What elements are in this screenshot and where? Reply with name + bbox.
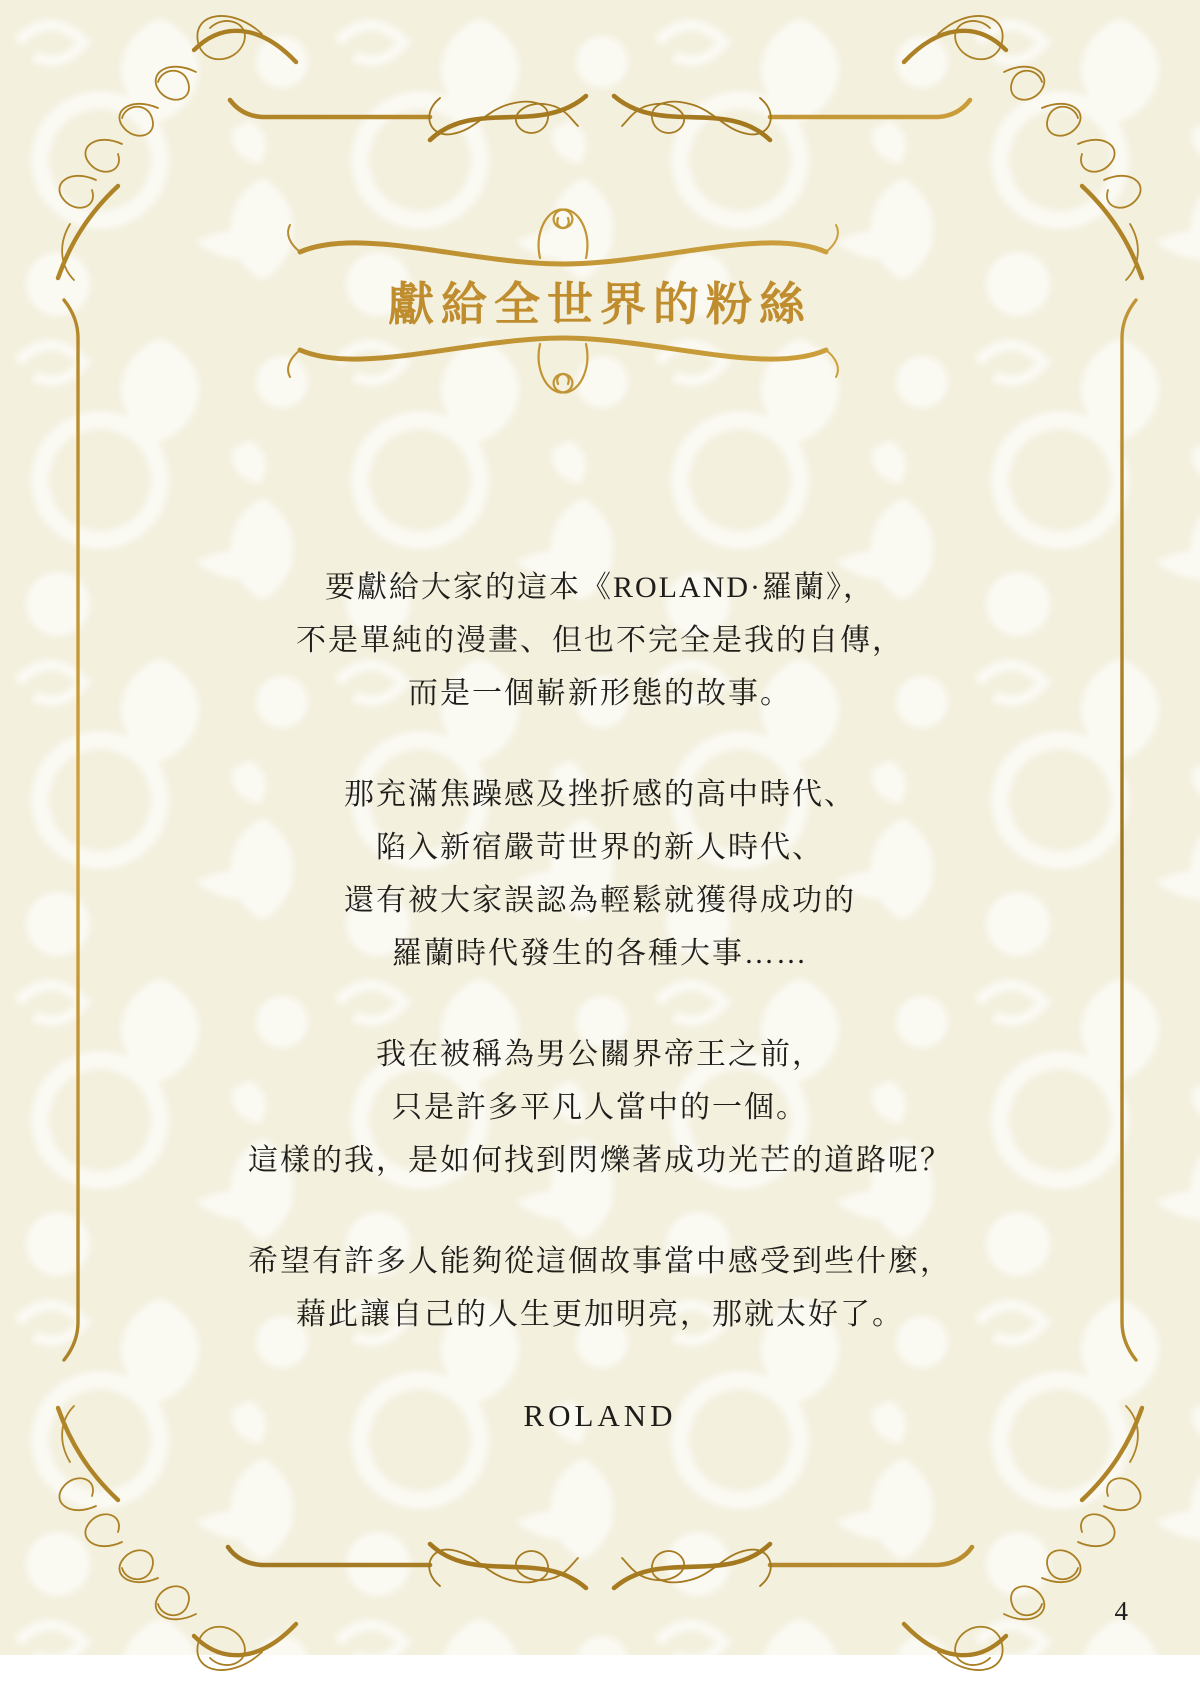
paragraph-line: 陷入新宿嚴苛世界的新人時代、 xyxy=(376,831,824,864)
paragraph-line: 羅蘭時代發生的各種大事…… xyxy=(392,937,808,970)
paragraph-line: 這樣的我，是如何找到閃爍著成功光芒的道路呢？ xyxy=(248,1144,952,1177)
paragraph-3 xyxy=(90,1028,1110,1187)
paragraph-line: 我在被稱為男公關界帝王之前， xyxy=(376,1038,824,1071)
page-bottom-edge xyxy=(0,1655,1200,1686)
dedication-text xyxy=(90,561,1110,1490)
page-number: 4 xyxy=(1114,1596,1128,1626)
paragraph-line: 那充滿焦躁感及挫折感的高中時代、 xyxy=(344,778,856,811)
paragraph-1 xyxy=(90,561,1110,720)
author-signature: ROLAND xyxy=(523,1398,677,1433)
paragraph-line: 不是單純的漫畫、但也不完全是我的自傳， xyxy=(296,624,904,657)
paragraph-2 xyxy=(90,768,1110,980)
paragraph-line: 而是一個嶄新形態的故事。 xyxy=(408,677,792,710)
page-title: 獻給全世界的粉絲 xyxy=(388,279,812,330)
paragraph-line: 只是許多平凡人當中的一個。 xyxy=(392,1091,808,1124)
paragraph-line: 希望有許多人能夠從這個故事當中感受到些什麼， xyxy=(248,1245,952,1278)
paragraph-4 xyxy=(90,1235,1110,1341)
paragraph-line: 要獻給大家的這本《ROLAND·羅蘭》， xyxy=(325,571,875,604)
paragraph-line: 藉此讓自己的人生更加明亮，那就太好了。 xyxy=(296,1298,904,1331)
paragraph-line: 還有被大家誤認為輕鬆就獲得成功的 xyxy=(344,884,856,917)
